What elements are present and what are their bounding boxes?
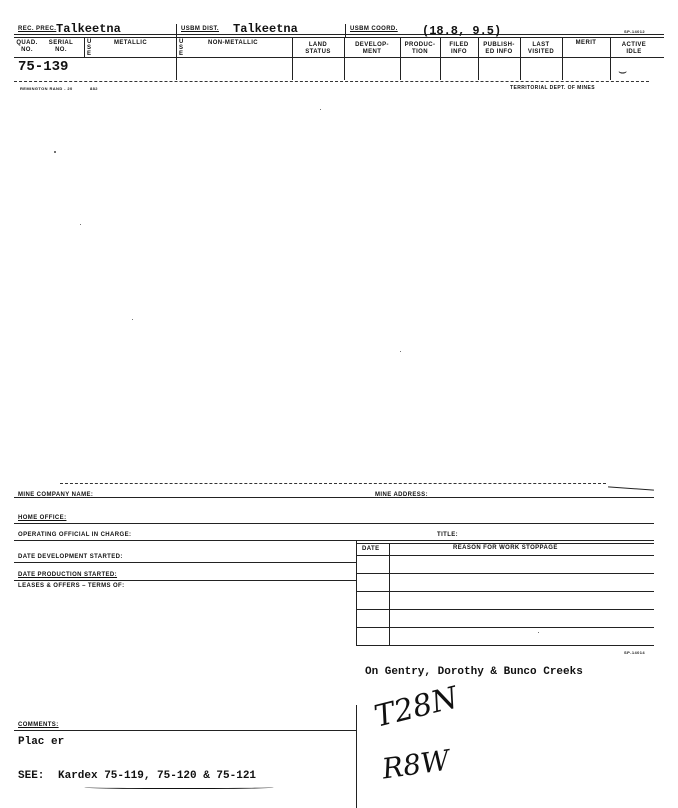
quad-serial-entry: 75-139: [18, 59, 69, 75]
mine-address-label: MINE ADDRESS:: [375, 492, 428, 498]
col-metallic: METALLIC: [114, 40, 148, 46]
usbm-coord-value: (18.8, 9.5): [422, 24, 502, 38]
reason-col-header: REASON FOR WORK STOPPAGE: [453, 545, 558, 551]
active-idle-mark: ⌣: [618, 64, 628, 80]
printer-code: 882: [90, 86, 98, 91]
range-handwritten: R8W: [380, 743, 452, 786]
col-use-metallic: U S E: [87, 39, 92, 57]
leases-label: LEASES & OFFERS – TERMS OF:: [18, 583, 125, 589]
home-office-label: HOME OFFICE:: [18, 515, 67, 521]
col-last-visited: LAST VISITED: [527, 42, 555, 55]
rec-prec-label: REC. PREC.: [18, 26, 57, 32]
col-quad-no: QUAD. NO.: [16, 40, 38, 53]
col-filed-info: FILED INFO: [449, 42, 469, 55]
operating-official-label: OPERATING OFFICIAL IN CHARGE:: [18, 532, 132, 538]
comments-label: COMMENTS:: [18, 722, 59, 728]
col-merit: MERIT: [575, 40, 597, 46]
title-label: TITLE:: [437, 532, 459, 538]
col-non-metallic: NON-METALLIC: [208, 40, 259, 46]
col-serial-no: SERIAL NO.: [48, 40, 74, 53]
mine-company-name-label: MINE COMPANY NAME:: [18, 492, 94, 498]
col-active-idle: ACTIVE IDLE: [621, 42, 647, 55]
form-number-top: SP-14012: [624, 29, 645, 34]
col-use-nonmetallic: U S E: [179, 39, 184, 57]
dept-of-mines: TERRITORIAL DEPT. OF MINES: [510, 85, 595, 91]
see-label: SEE:: [18, 770, 45, 782]
col-development: DEVELOP- MENT: [355, 42, 389, 55]
col-production: PRODUC- TION: [404, 42, 436, 55]
date-production-label: DATE PRODUCTION STARTED:: [18, 572, 118, 578]
date-development-label: DATE DEVELOPMENT STARTED:: [18, 554, 123, 560]
usbm-dist-value: Talkeetna: [233, 22, 298, 36]
deposit-type: Plac er: [18, 736, 65, 748]
see-references: Kardex 75-119, 75-120 & 75-121: [58, 770, 257, 782]
col-published-info: PUBLISH- ED INFO: [483, 42, 515, 55]
form-number-bottom: SP-14014: [624, 650, 645, 655]
usbm-coord-label: USBM COORD.: [350, 26, 398, 32]
col-land-status: LAND STATUS: [305, 42, 331, 55]
date-col-header: DATE: [362, 546, 380, 552]
usbm-dist-label: USBM DIST.: [181, 26, 220, 32]
creeks-note: On Gentry, Dorothy & Bunco Creeks: [365, 666, 583, 678]
printer-note: REMINGTON RAND - 20: [20, 86, 73, 91]
see-underline: [84, 785, 274, 789]
township-handwritten: T28N: [371, 680, 462, 735]
rec-prec-value: Talkeetna: [56, 22, 121, 36]
